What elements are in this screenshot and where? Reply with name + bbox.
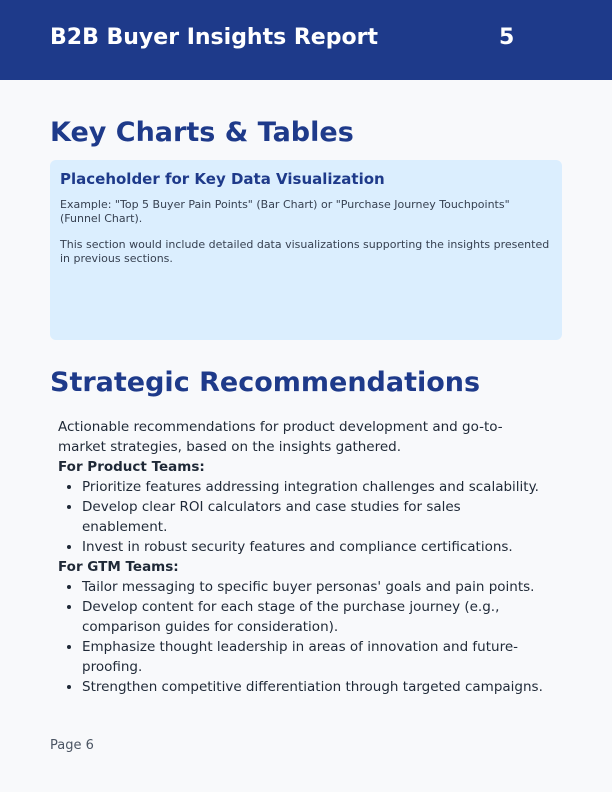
placeholder-example: Example: "Top 5 Buyer Pain Points" (Bar Chart) or "Purchase Journey Touchpoints" (Funnel Chart). bbox=[60, 198, 510, 225]
page-header bbox=[0, 0, 612, 80]
list-item: • Tailor messaging to specific buyer personas' goals and pain points. bbox=[82, 577, 548, 597]
list-item: • Strengthen competitive differentiation through targeted campaigns. bbox=[82, 677, 548, 697]
section-title-key-charts: Key Charts & Tables bbox=[50, 117, 354, 148]
gtm-teams-list bbox=[58, 577, 548, 697]
placeholder-heading: Placeholder for Key Data Visualization bbox=[60, 170, 385, 188]
list-item: • Emphasize thought leadership in areas of innovation and future-proofing. bbox=[82, 637, 548, 677]
recommendations-intro: Actionable recommendations for product development and go-to-market strategies, based on the insights gathered. bbox=[58, 419, 503, 455]
list-item: • Invest in robust security features and compliance certifications. bbox=[82, 537, 548, 557]
product-teams-heading: For Product Teams: bbox=[58, 459, 205, 475]
list-item: • Develop content for each stage of the purchase journey (e.g., comparison guides for consideration). bbox=[82, 597, 548, 637]
header-page-number: 5 bbox=[499, 25, 515, 50]
placeholder-description: This section would include detailed data visualizations supporting the insights presented in previous sections. bbox=[60, 238, 550, 265]
list-item: • Develop clear ROI calculators and case studies for sales enablement. bbox=[82, 497, 548, 537]
page-footer-number: Page 6 bbox=[50, 738, 94, 753]
product-teams-list bbox=[58, 477, 548, 557]
gtm-teams-heading: For GTM Teams: bbox=[58, 559, 179, 575]
visualization-placeholder bbox=[50, 160, 562, 340]
section-title-recommendations: Strategic Recommendations bbox=[50, 367, 481, 398]
list-item: • Prioritize features addressing integration challenges and scalability. bbox=[82, 477, 548, 497]
recommendations-body bbox=[58, 417, 548, 697]
report-title: B2B Buyer Insights Report bbox=[50, 25, 378, 50]
